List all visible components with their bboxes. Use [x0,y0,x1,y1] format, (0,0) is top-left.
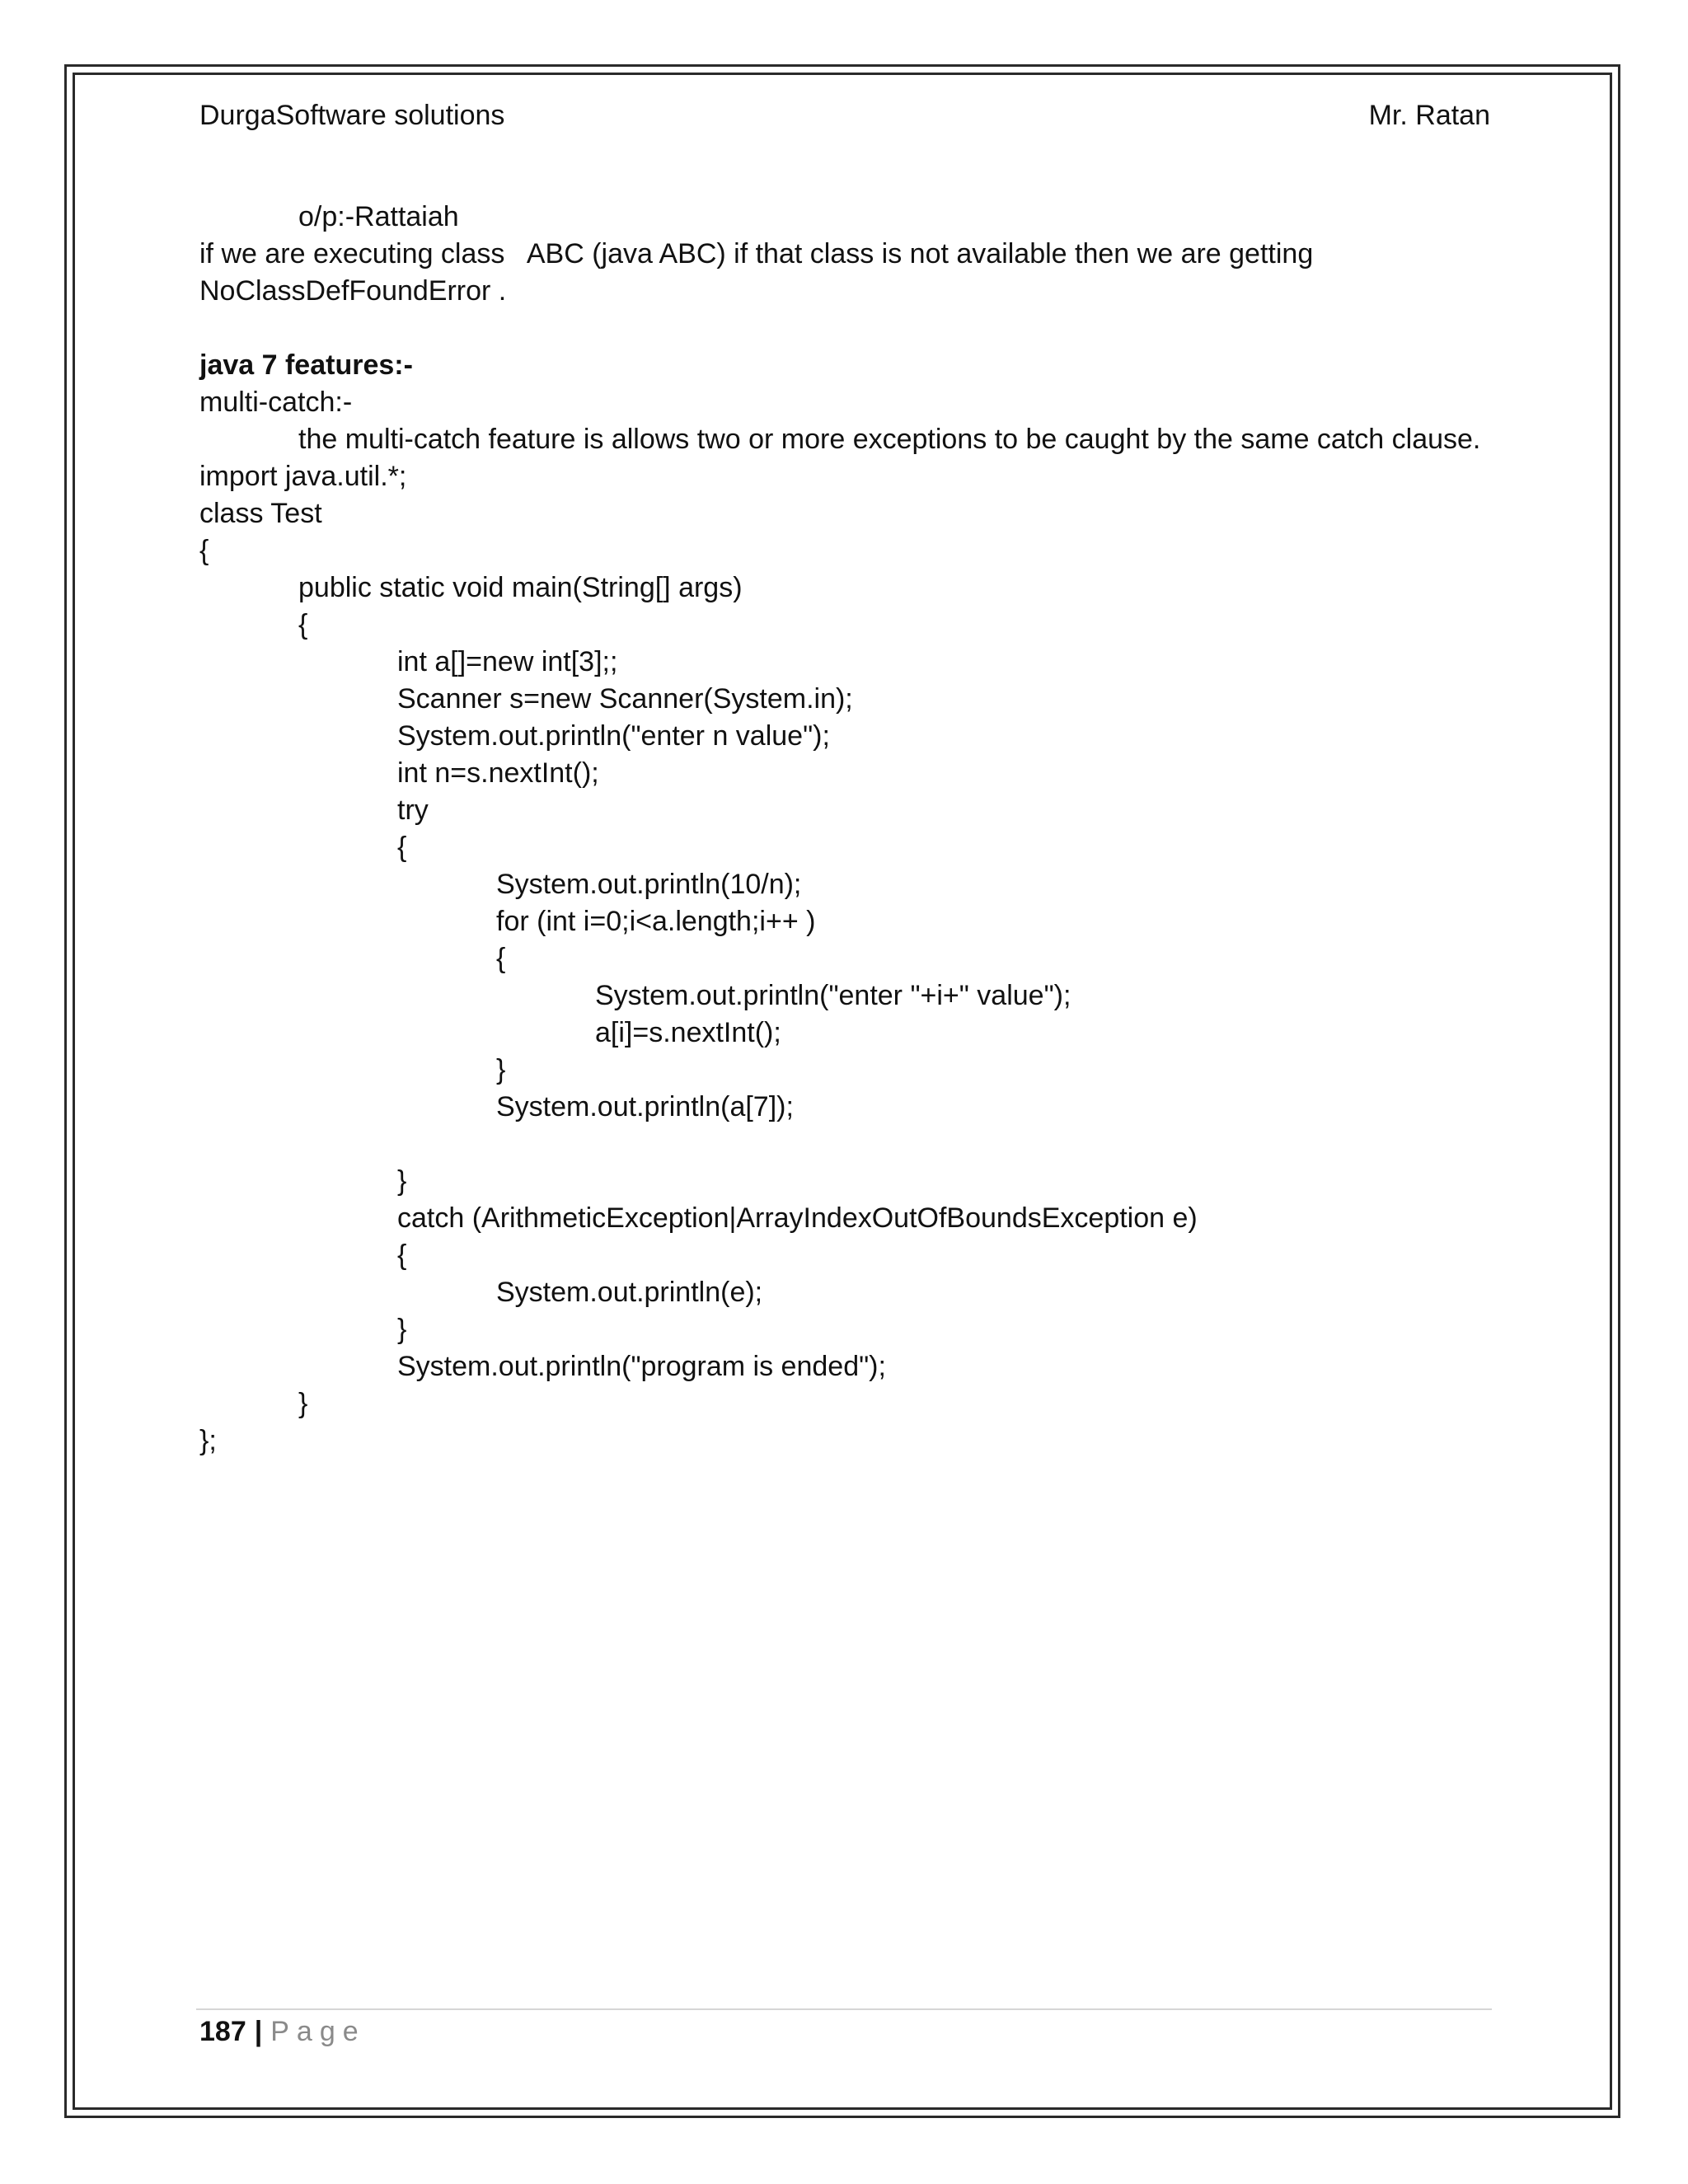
code-line: } [298,1388,308,1419]
section-heading: java 7 features:- [199,349,413,381]
code-line: { [397,1240,407,1271]
code-line: System.out.println("program is ended"); [397,1351,886,1382]
code-line: System.out.println("enter n value"); [397,720,830,752]
code-line: { [496,943,506,974]
code-line: import java.util.*; [199,461,407,492]
code-line: System.out.println(10/n); [496,869,802,900]
code-line: } [397,1314,407,1345]
code-line: System.out.println(e); [496,1277,763,1308]
output-line: o/p:-Rattaiah [298,201,459,232]
paragraph-line: if we are executing class ABC (java ABC) if that class is not available then we are getting [199,238,1314,269]
page-number: 187 [199,2016,246,2047]
code-line: { [199,535,209,566]
code-line: try [397,794,429,826]
description-line: the multi-catch feature is allows two or more exceptions to be caught by the same catch clause. [298,424,1481,455]
code-line: } [496,1054,506,1085]
subheading: multi-catch:- [199,387,353,418]
code-line: System.out.println(a[7]); [496,1091,794,1122]
header-author: Mr. Ratan [1368,100,1490,131]
blank-line [199,1126,1502,1163]
header-company: DurgaSoftware solutions [199,100,505,131]
code-line: int n=s.nextInt(); [397,757,599,789]
code-line: for (int i=0;i<a.length;i++ ) [496,906,816,937]
code-line: a[i]=s.nextInt(); [595,1017,781,1048]
code-line: }; [199,1425,217,1456]
page-label: Page [270,2016,366,2047]
blank-line [199,310,1502,347]
code-line: { [397,832,407,863]
footer-separator: | [254,2016,263,2047]
document-body [199,199,1502,1460]
code-line: public static void main(String[] args) [298,572,743,603]
code-line: catch (ArithmeticException|ArrayIndexOutOfBoundsException e) [397,1202,1198,1234]
code-line: int a[]=new int[3];; [397,646,618,677]
footer-divider [196,2008,1492,2010]
code-line: { [298,609,308,640]
code-line: } [397,1165,407,1197]
code-line: class Test [199,498,322,529]
code-line: Scanner s=new Scanner(System.in); [397,683,853,715]
paragraph-line: NoClassDefFoundError . [199,275,507,307]
page-footer [199,2011,366,2052]
code-line: System.out.println("enter "+i+" value"); [595,980,1071,1011]
